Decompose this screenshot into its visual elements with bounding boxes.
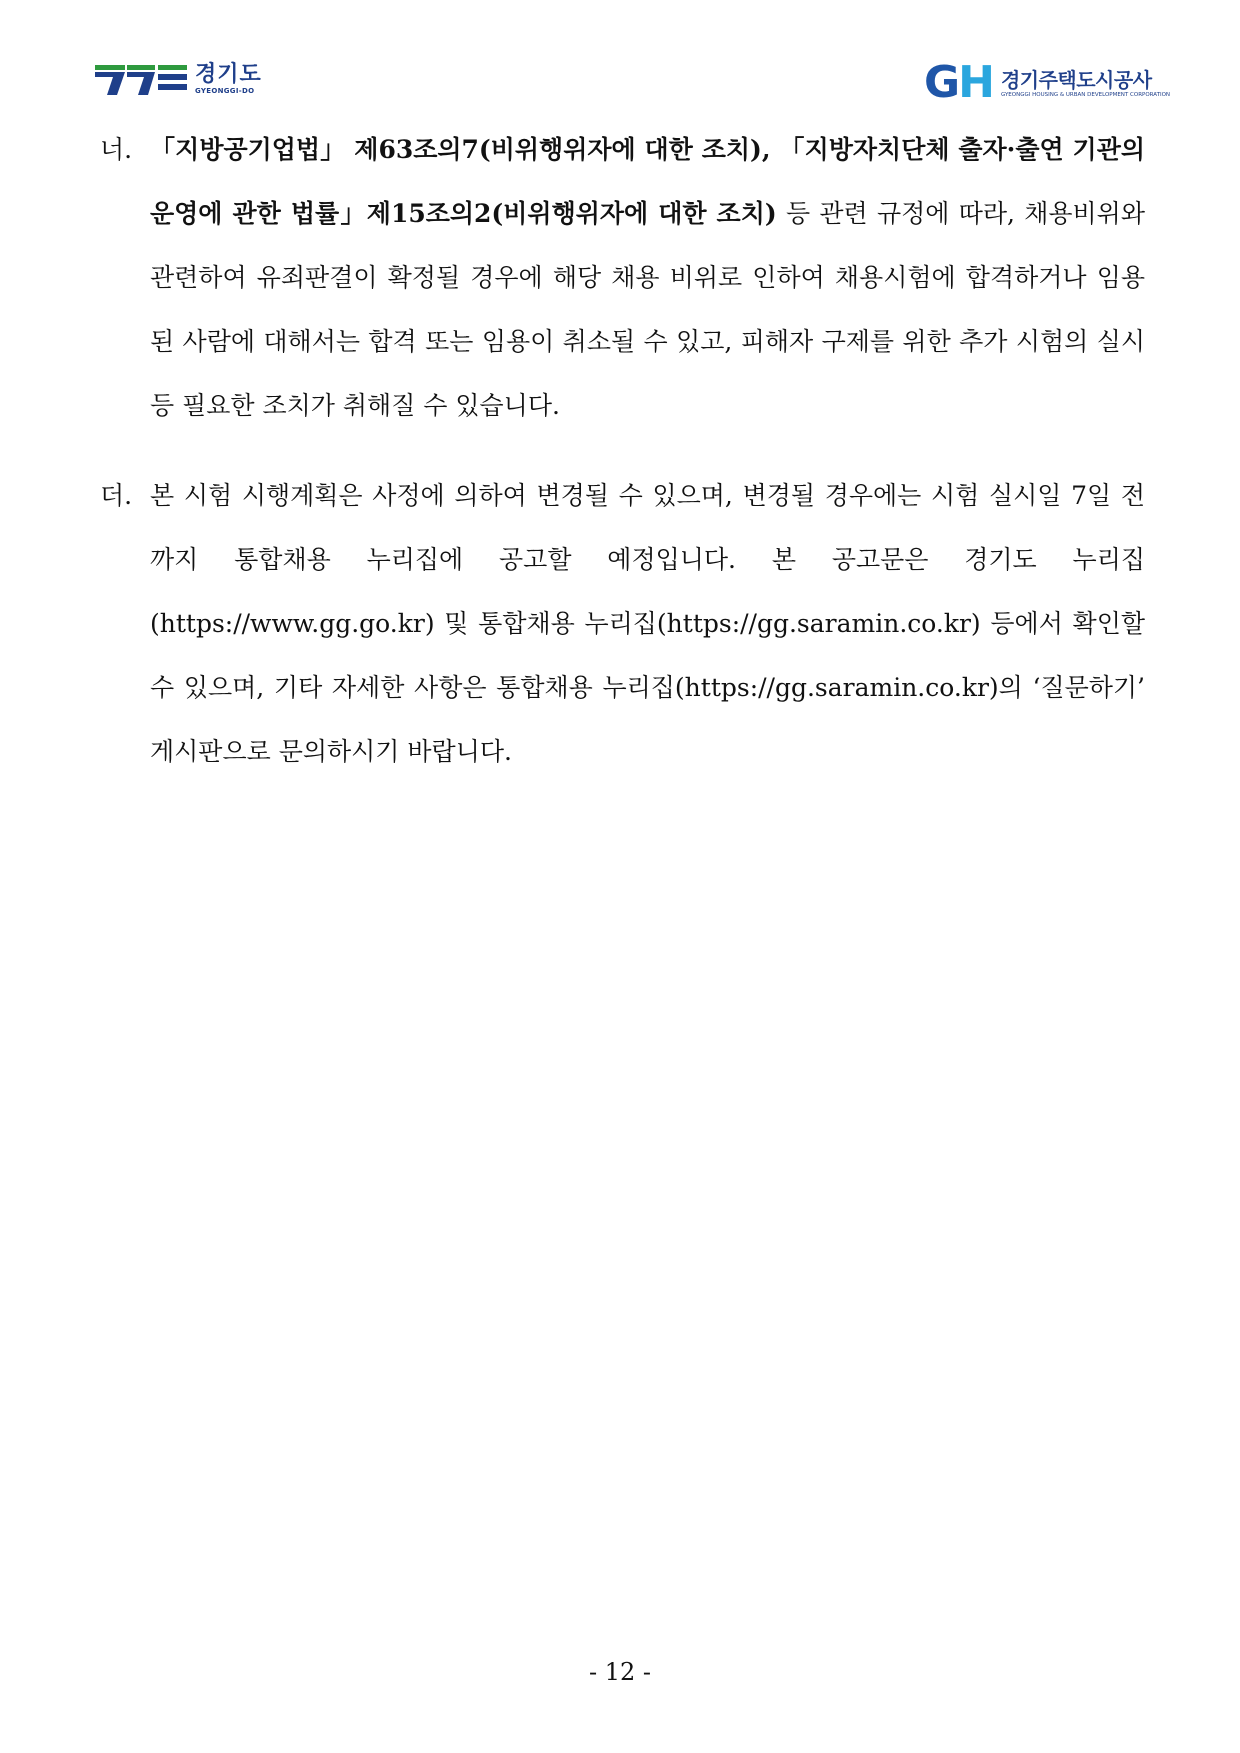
list-item-deo [100,464,1145,784]
list-item-neo [100,118,1145,438]
gyeonggi-logo-mark-icon [95,65,187,95]
gyeonggi-logo [95,63,262,96]
paragraph-text: 본 시험 시행계획은 사정에 의하여 변경될 수 있으며, 변경될 경우에는 시험 실시일 7일 전까지 통합채용 누리집에 공고할 예정입니다. 본 공고문은 경기도 누리집(https://www.gg.go.kr) 및 통합채용 누리집(https://gg.saramin.co.kr) 등에서 확인할 수 있으며, 기타 자세한 사항은 통합채용 누리집(https://gg.saramin.co.kr)의 ‘질문하기’ 게시판으로 문의하시기 바랍니다. [150,481,1145,766]
gh-logo-h: H [958,57,993,108]
gh-logo-mark [924,57,993,108]
gh-logo-name: 경기주택도시공사 [1000,67,1152,92]
gyeonggi-logo-name-en: GYEONGGI-DO [195,87,255,95]
gyeonggi-logo-name: 경기도 [195,62,262,87]
gh-logo [924,57,1171,108]
gh-logo-g: G [924,57,959,108]
list-marker: 너. [100,135,133,164]
document-body [100,118,1145,784]
page-number: - 12 - [588,1658,651,1686]
page-header [0,58,1240,118]
law-reference: 「지방공기업법」 제63조의7(비위행위자에 대한 조치), 「지방자치단체 출자·출연 기관의 운영에 관한 법률」제15조의2(비위행위자에 대한 조치) [150,135,1145,228]
paragraph-text: 등 관련 규정에 따라, 채용비위와 관련하여 유죄판결이 확정될 경우에 해당 채용 비위로 인하여 채용시험에 합격하거나 임용된 사람에 대해서는 합격 또는 임용이 취소될 수 있고, 피해자 구제를 위한 추가 시험의 실시 등 필요한 조치가 취해질 수 있습니다. [150,199,1145,420]
gh-logo-name-en: GYEONGGI HOUSING & URBAN DEVELOPMENT CORPORATION [1000,91,1171,98]
list-marker: 더. [100,481,133,510]
